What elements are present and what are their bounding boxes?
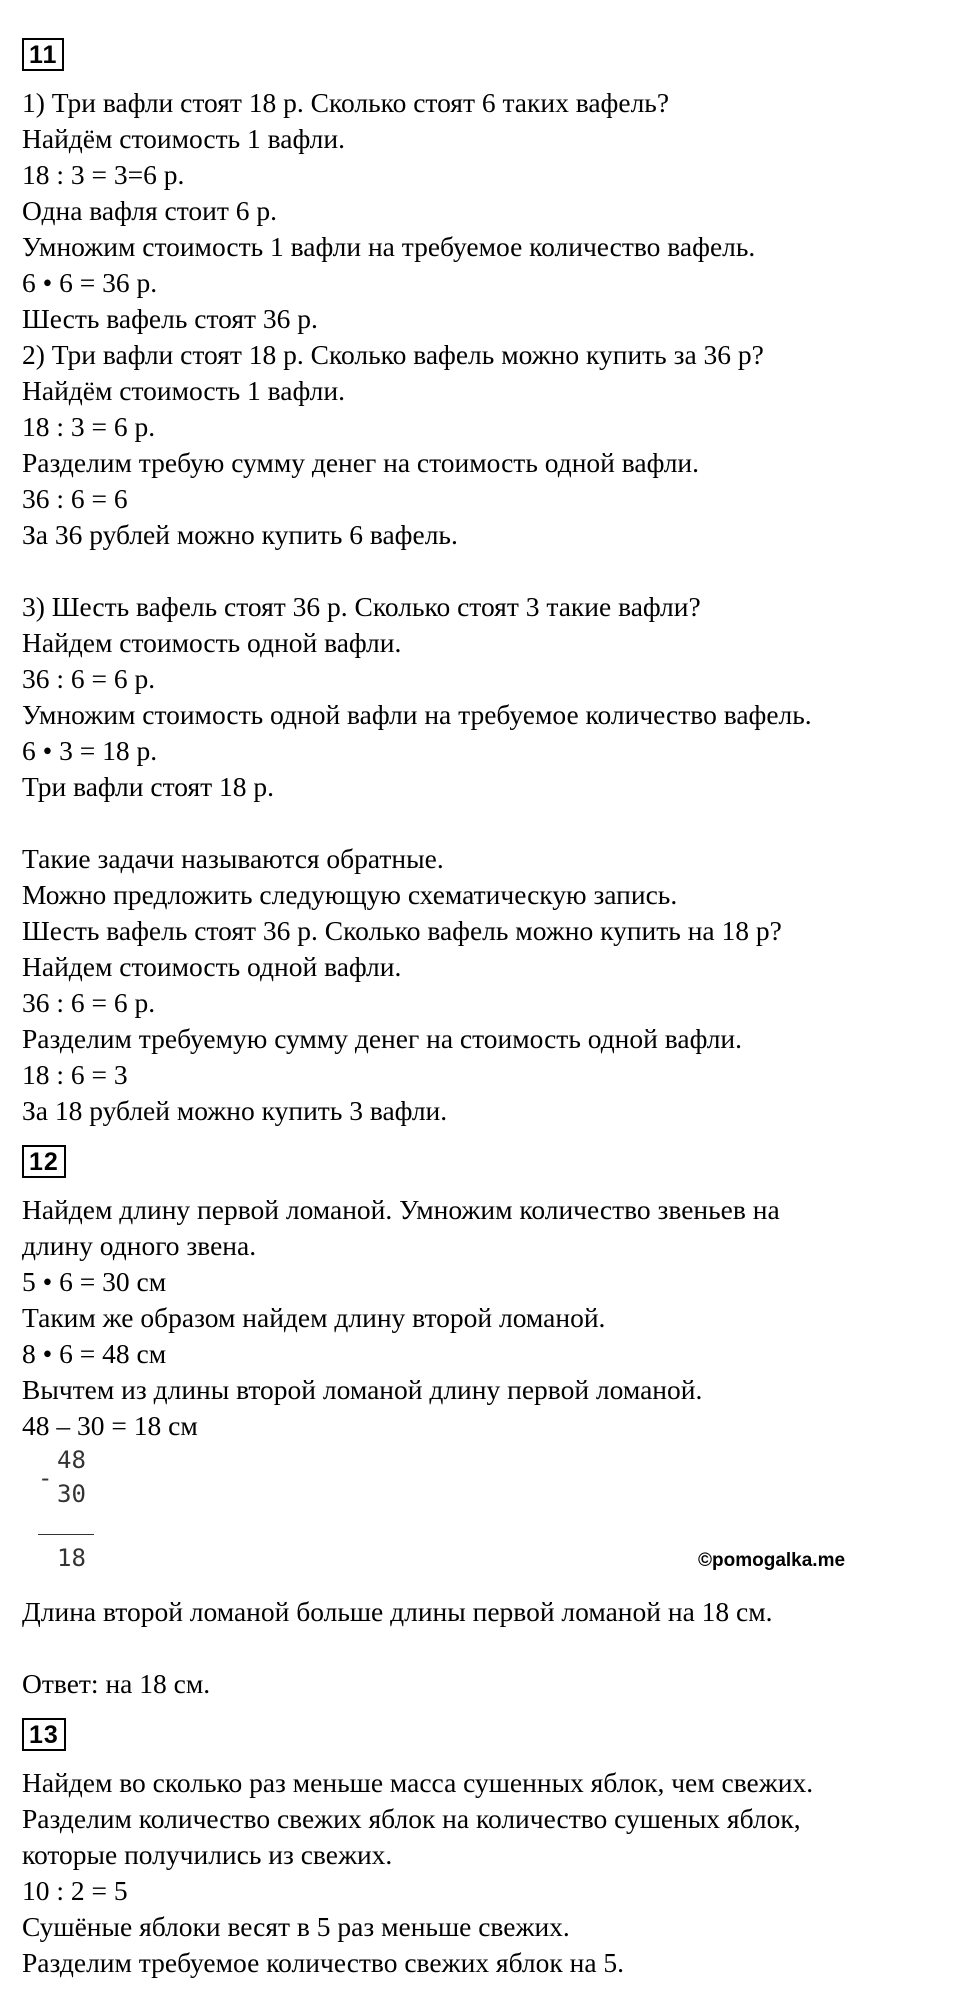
text-line: Найдем длину первой ломаной. Умножим количество звеньев на — [22, 1194, 780, 1225]
text-line: Разделим требуемое количество свежих яблок на 5. — [22, 1947, 625, 1978]
text-line: Шесть вафель стоят 36 р. Сколько вафель можно купить на 18 р? — [22, 915, 782, 946]
text-line: Найдем во сколько раз меньше масса сушенных яблок, чем свежих. — [22, 1767, 814, 1798]
difference: 18 — [57, 1544, 86, 1572]
text-line: Разделим требую сумму денег на стоимость одной вафли. — [22, 447, 700, 478]
text-line: За 18 рублей можно купить 3 вафли. — [22, 1095, 448, 1126]
equation-line: 5 • 6 = 30 см — [22, 1266, 167, 1297]
blank-line — [22, 1630, 942, 1666]
watermark: ©pomogalka.me — [698, 1550, 846, 1571]
text-line: За 36 рублей можно купить 6 вафель. — [22, 519, 458, 550]
blank-line — [22, 553, 942, 589]
text-line: 3) Шесть вафель стоят 36 р. Сколько стоят 3 такие вафли? — [22, 591, 701, 622]
equation-line: 18 : 6 = 3 — [22, 1059, 128, 1090]
task-13-body — [22, 1765, 942, 1981]
text-line: Найдем стоимость одной вафли. — [22, 627, 402, 658]
text-line: Найдем стоимость одной вафли. — [22, 951, 402, 982]
task-number-13: 13 — [22, 1718, 66, 1751]
subtrahend: 30 — [57, 1480, 86, 1508]
text-line: Разделим требуемую сумму денег на стоимость одной вафли. — [22, 1023, 743, 1054]
task-number-11: 11 — [22, 38, 64, 71]
text-line: которые получились из свежих. — [22, 1839, 393, 1870]
text-line: Умножим стоимость 1 вафли на требуемое количество вафель. — [22, 231, 756, 262]
task-11 — [22, 38, 942, 1129]
blank-line — [22, 805, 942, 841]
equation-line: 36 : 6 = 6 р. — [22, 663, 156, 694]
text-line: Три вафли стоят 18 р. — [22, 771, 274, 802]
minuend: 48 — [57, 1446, 86, 1474]
text-line: 1) Три вафли стоят 18 р. Сколько стоят 6 таких вафель? — [22, 87, 670, 118]
result-rule — [38, 1534, 94, 1535]
text-line: Вычтем из длины второй ломаной длину первой ломаной. — [22, 1374, 703, 1405]
text-line: Длина второй ломаной больше длины первой ломаной на 18 см. — [22, 1596, 773, 1627]
equation-line: 18 : 3 = 3=6 р. — [22, 159, 185, 190]
task-11-body — [22, 85, 942, 1129]
task-12-body — [22, 1192, 942, 1702]
text-line: Найдём стоимость 1 вафли. — [22, 123, 345, 154]
solution-page — [22, 38, 942, 1981]
equation-line: 18 : 3 = 6 р. — [22, 411, 156, 442]
minus-sign: - — [38, 1464, 53, 1492]
text-line: Одна вафля стоит 6 р. — [22, 195, 277, 226]
task-number-12: 12 — [22, 1145, 66, 1178]
text-line: Найдём стоимость 1 вафли. — [22, 375, 345, 406]
equation-line: 10 : 2 = 5 — [22, 1875, 128, 1906]
equation-line: 48 – 30 = 18 см — [22, 1410, 198, 1441]
text-line: Разделим количество свежих яблок на количество сушеных яблок, — [22, 1803, 801, 1834]
task-13 — [22, 1718, 942, 1981]
answer-line: Ответ: на 18 см. — [22, 1668, 211, 1699]
text-line: Шесть вафель стоят 36 р. — [22, 303, 318, 334]
equation-line: 6 • 6 = 36 р. — [22, 267, 158, 298]
text-line: Можно предложить следующую схематическую запись. — [22, 879, 678, 910]
text-line: Сушёные яблоки весят в 5 раз меньше свежих. — [22, 1911, 570, 1942]
task-12 — [22, 1145, 942, 1702]
section-gap — [22, 1702, 942, 1718]
text-line: Таким же образом найдем длину второй ломаной. — [22, 1302, 606, 1333]
equation-line: 6 • 3 = 18 р. — [22, 735, 158, 766]
text-line: Такие задачи называются обратные. — [22, 843, 444, 874]
text-line: Умножим стоимость одной вафли на требуемое количество вафель. — [22, 699, 812, 730]
section-gap — [22, 1129, 942, 1145]
text-line: длину одного звена. — [22, 1230, 257, 1261]
equation-line: 8 • 6 = 48 см — [22, 1338, 167, 1369]
equation-line: 36 : 6 = 6 — [22, 483, 128, 514]
text-line: 2) Три вафли стоят 18 р. Сколько вафель можно купить за 36 р? — [22, 339, 764, 370]
equation-line: 36 : 6 = 6 р. — [22, 987, 156, 1018]
